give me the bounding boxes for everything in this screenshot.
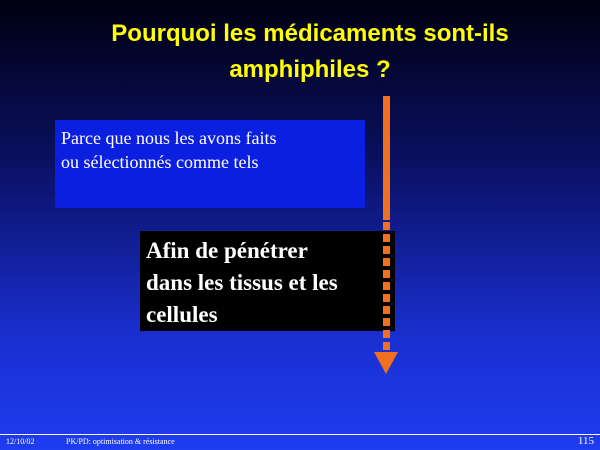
answer-box-black — [140, 231, 395, 331]
arrow-shaft-dashed — [383, 222, 390, 352]
box2-line-3: cellules — [146, 302, 218, 327]
slide-title — [60, 16, 560, 88]
down-arrow-icon — [374, 352, 398, 374]
box1-line-1: Parce que nous les avons faits — [61, 128, 277, 148]
answer-box-blue — [55, 120, 365, 208]
box2-line-2: dans les tissus et les — [146, 270, 338, 295]
footer-date: 12/10/02 — [6, 437, 35, 446]
page-number: 115 — [577, 435, 594, 447]
box2-line-1: Afin de pénétrer — [146, 238, 308, 263]
title-line-1: Pourquoi les médicaments sont-ils — [111, 20, 509, 47]
footer-title: PK/PD: optimisation & résistance — [66, 437, 175, 446]
footer-divider — [0, 434, 600, 435]
arrow-shaft-solid — [383, 96, 390, 220]
title-line-2: amphiphiles ? — [229, 56, 391, 83]
box1-line-2: ou sélectionnés comme tels — [61, 152, 259, 172]
